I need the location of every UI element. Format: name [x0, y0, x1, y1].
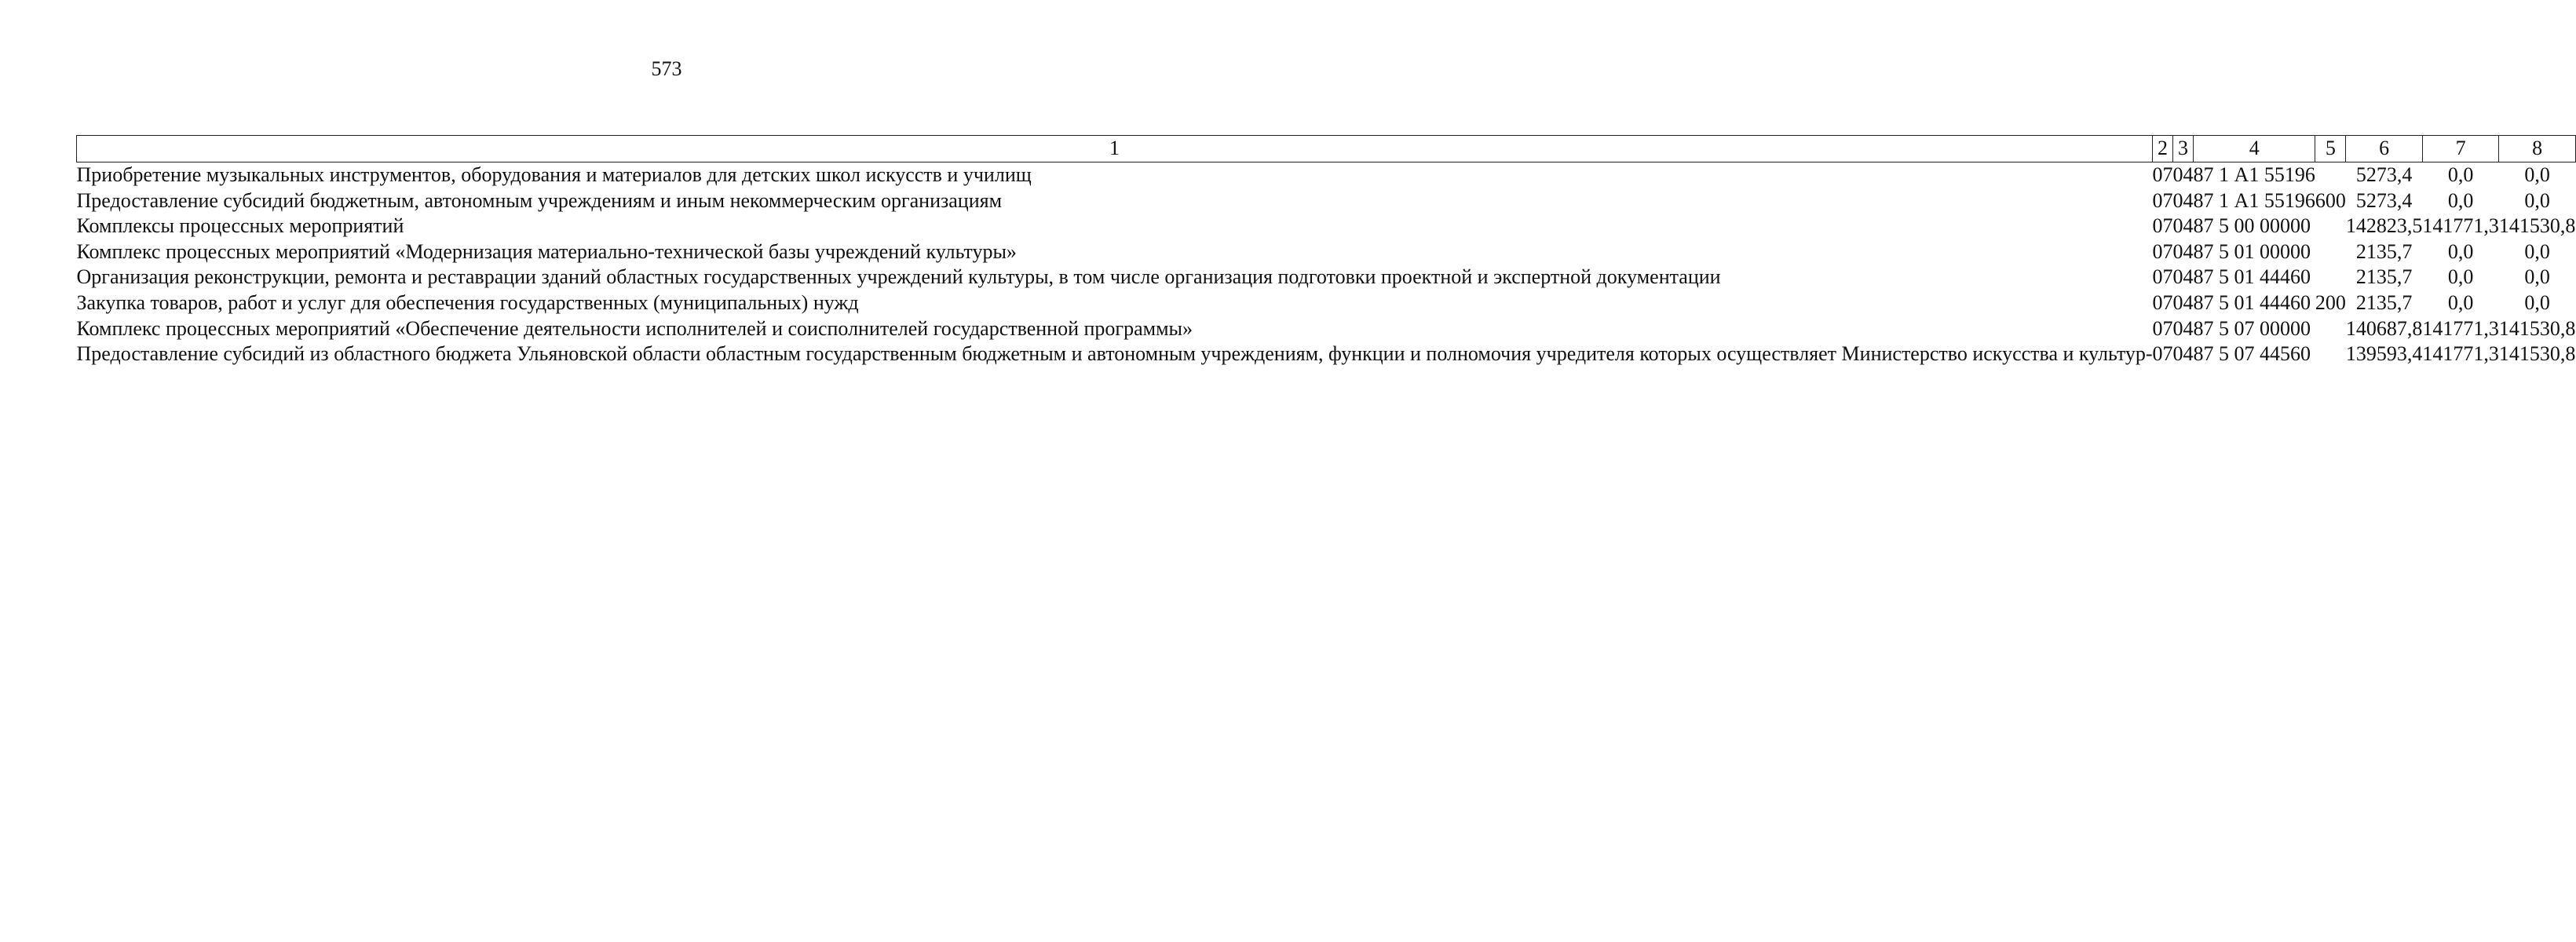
row-section: 07 — [2152, 239, 2173, 263]
header-col-2: 2 — [2153, 136, 2173, 162]
row-amount-col8: 0,0 — [2524, 290, 2550, 314]
row-amount-col7: 141771,3 — [2422, 316, 2499, 340]
row-amount-col6: 140687,8 — [2345, 316, 2423, 340]
row-expense-type — [2315, 316, 2346, 342]
row-name: Комплексы процессных мероприятий — [76, 214, 404, 238]
header-col-3: 3 — [2173, 136, 2194, 162]
row-subsection: 04 — [2172, 265, 2194, 289]
row-amount-col6: 5273,4 — [2355, 188, 2413, 212]
row-section: 07 — [2152, 188, 2173, 212]
row-target-code: 87 5 01 44460 — [2193, 290, 2311, 314]
row-amount-col7: 0,0 — [2447, 239, 2474, 263]
row-amount-col6: 5273,4 — [2355, 163, 2413, 186]
row-section: 07 — [2152, 214, 2173, 238]
row-expense-type: 200 — [2315, 290, 2346, 314]
row-amount-col6: 142823,5 — [2345, 214, 2423, 238]
row-name: Комплекс процессных мероприятий «Модернизация материально-технической базы учреждений культуры» — [76, 239, 1017, 263]
row-section: 07 — [2152, 163, 2173, 186]
row-name: Комплекс процессных мероприятий «Обеспечение деятельности исполнителей и соисполнителей государственной программы» — [76, 316, 1193, 340]
budget-table — [76, 135, 2576, 367]
row-amount-col7: 0,0 — [2447, 290, 2474, 314]
header-col-6: 6 — [2346, 136, 2423, 162]
row-amount-col7: 0,0 — [2447, 163, 2474, 186]
row-target-code: 87 1 А1 55196 — [2193, 163, 2315, 186]
row-amount-col6: 2135,7 — [2355, 265, 2413, 289]
row-target-code: 87 1 А1 55196 — [2193, 188, 2315, 212]
row-subsection: 04 — [2172, 239, 2194, 263]
row-name: Закупка товаров, работ и услуг для обеспечения государственных (муниципальных) нужд — [76, 290, 859, 314]
header-col-4: 4 — [2194, 136, 2315, 162]
row-amount-col8: 0,0 — [2524, 163, 2550, 186]
row-amount-col6: 2135,7 — [2355, 239, 2413, 263]
row-expense-type — [2315, 214, 2346, 239]
row-target-code: 87 5 01 44460 — [2193, 265, 2311, 289]
table-row — [77, 316, 2576, 342]
row-amount-col6: 2135,7 — [2355, 290, 2413, 314]
header-col-8: 8 — [2499, 136, 2576, 162]
row-subsection: 04 — [2172, 214, 2194, 238]
row-section: 07 — [2152, 316, 2173, 340]
table-row — [77, 162, 2576, 188]
table-row — [77, 214, 2576, 239]
header-row — [77, 136, 2576, 162]
row-name: Предоставление субсидий из областного бюджета Ульяновской области областным государственным бюджетным и автономным учреждениям, функции и полномочия учредителя которых осуществляет Министерство искусства и культур- — [76, 342, 2153, 366]
header-col-1: 1 — [77, 136, 2153, 162]
row-expense-type — [2315, 162, 2346, 188]
row-amount-col7: 0,0 — [2447, 265, 2474, 289]
row-subsection: 04 — [2172, 188, 2194, 212]
row-target-code: 87 5 01 00000 — [2193, 239, 2311, 263]
row-expense-type: 600 — [2315, 188, 2346, 212]
row-target-code: 87 5 00 00000 — [2193, 214, 2311, 238]
row-subsection: 04 — [2172, 342, 2194, 366]
row-amount-col8: 0,0 — [2524, 265, 2550, 289]
row-subsection: 04 — [2172, 290, 2194, 314]
table-row — [77, 265, 2576, 290]
table-row — [77, 188, 2576, 214]
row-section: 07 — [2152, 265, 2173, 289]
row-amount-col7: 0,0 — [2447, 188, 2474, 212]
header-col-7: 7 — [2422, 136, 2499, 162]
row-section: 07 — [2152, 290, 2173, 314]
row-target-code: 87 5 07 00000 — [2193, 316, 2311, 340]
table-row — [77, 341, 2576, 367]
row-amount-col8: 141530,8 — [2498, 316, 2576, 340]
table-body — [77, 162, 2576, 367]
row-target-code: 87 5 07 44560 — [2193, 342, 2311, 366]
row-amount-col8: 0,0 — [2524, 239, 2550, 263]
table-row — [77, 290, 2576, 316]
row-expense-type — [2315, 265, 2346, 290]
row-name: Предоставление субсидий бюджетным, автономным учреждениям и иным некоммерческим организациям — [76, 188, 1003, 212]
row-amount-col8: 141530,8 — [2498, 342, 2576, 366]
row-amount-col7: 141771,3 — [2422, 214, 2499, 238]
table-row — [77, 239, 2576, 265]
row-expense-type — [2315, 239, 2346, 265]
row-amount-col7: 141771,3 — [2422, 342, 2499, 366]
row-amount-col8: 141530,8 — [2498, 214, 2576, 238]
row-section: 07 — [2152, 342, 2173, 366]
row-name: Приобретение музыкальных инструментов, оборудования и материалов для детских школ искусств и училищ — [76, 163, 1032, 186]
row-name: Организация реконструкции, ремонта и реставрации зданий областных государственных учреждений культуры, в том числе организация подготовки проектной и экспертной документации — [76, 265, 1721, 289]
row-subsection: 04 — [2172, 163, 2194, 186]
row-amount-col6: 139593,4 — [2345, 342, 2423, 366]
header-col-5: 5 — [2315, 136, 2346, 162]
row-expense-type — [2315, 341, 2346, 367]
row-subsection: 04 — [2172, 316, 2194, 340]
row-amount-col8: 0,0 — [2524, 188, 2550, 212]
page-number: 573 — [651, 57, 682, 80]
table-header — [77, 136, 2576, 162]
